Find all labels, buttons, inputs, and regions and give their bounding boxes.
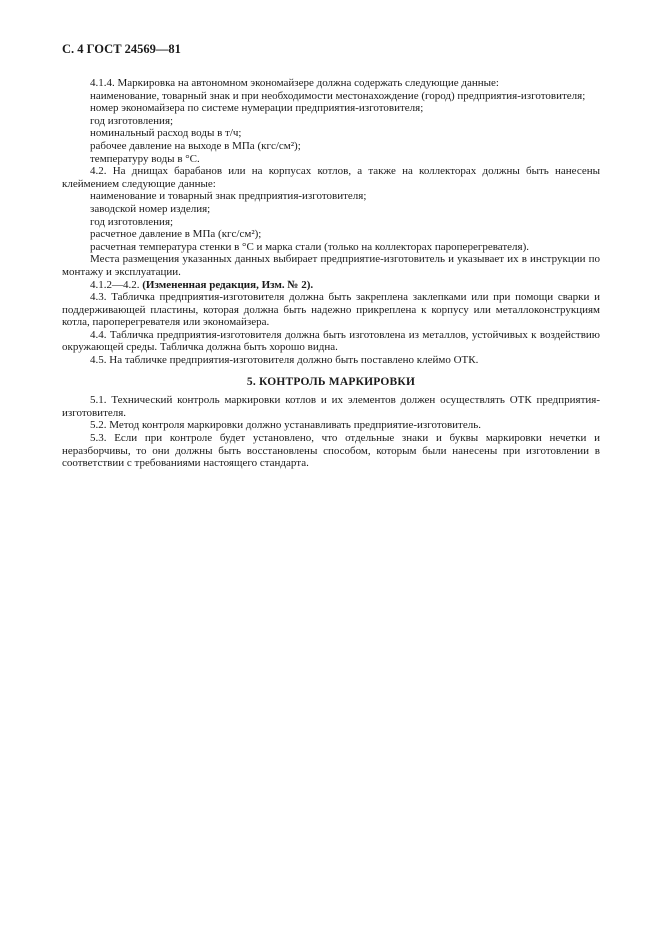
paragraph-4-1-4: 4.1.4. Маркировка на автономном экономайзере должна содержать следующие данные: <box>90 77 499 89</box>
page-header: С. 4 ГОСТ 24569—81 <box>62 42 181 56</box>
list-item: наименование и товарный знак предприятия-изготовителя; <box>90 190 367 203</box>
amendment-range: 4.1.2—4.2. <box>90 278 143 291</box>
list-item: номинальный расход воды в т/ч; <box>90 127 242 140</box>
section-title: 5. КОНТРОЛЬ МАРКИРОВКИ <box>246 375 416 388</box>
amendment-text: (Измененная редакция, Изм. № 2). <box>142 278 314 291</box>
list-item: расчетное давление в МПа (кгс/см²); <box>90 228 262 241</box>
list-item: температуру воды в °С. <box>90 152 200 165</box>
paragraph-4-4: 4.4. Табличка предприятия-изготовителя должна быть изготовлена из металлов, устойчивых к воздействию окружающей среды. Табличка должна быть хорошо видна. <box>62 328 600 354</box>
paragraph-5-2: 5.2. Метод контроля маркировки должно устанавливать предприятие-изготовитель. <box>90 419 482 432</box>
list-item: год изготовления; <box>90 114 174 127</box>
list-item: рабочее давление на выходе в МПа (кгс/см²); <box>90 139 301 152</box>
list-item: год изготовления; <box>90 215 174 228</box>
document-body <box>62 77 600 470</box>
paragraph-placement: Места размещения указанных данных выбирает предприятие-изготовитель и указывает их в инструкции по монтажу и эксплуатации. <box>62 253 600 278</box>
paragraph-5-1: 5.1. Технический контроль маркировки котлов и их элементов должен осуществлять ОТК предприятия-изготовителя. <box>62 394 600 419</box>
list-item: заводской номер изделия; <box>90 202 211 215</box>
paragraph-4-2: 4.2. На днищах барабанов или на корпусах котлов, а также на коллекторах должны быть нанесены клеймением следующие данные: <box>62 165 600 190</box>
list-item: номер экономайзера по системе нумерации предприятия-изготовителя; <box>90 102 424 115</box>
list-item: расчетная температура стенки в °С и марка стали (только на коллекторах пароперегревателя). <box>90 240 530 253</box>
paragraph-5-3: 5.3. Если при контроле будет установлено, что отдельные знаки и буквы маркировки нечетки и неразборчивы, то они должны быть восстановлены способом, которым были нанесены при изготовлении в соответствии с требованиями настоящего стандарта. <box>62 432 600 470</box>
list-item: наименование, товарный знак и при необходимости местонахождение (город) предприятия-изготовителя; <box>90 89 586 102</box>
amendment-note <box>62 279 600 292</box>
paragraph-4-5: 4.5. На табличке предприятия-изготовителя должно быть поставлено клеймо ОТК. <box>90 354 479 367</box>
paragraph-4-3: 4.3. Табличка предприятия-изготовителя должна быть закреплена заклепками или при помощи сварки и поддерживающей пластины, которая должна быть надежно прикреплена к корпусу или металлоконструкциям котла, пароперегревателя или экономайзера. <box>62 291 600 329</box>
